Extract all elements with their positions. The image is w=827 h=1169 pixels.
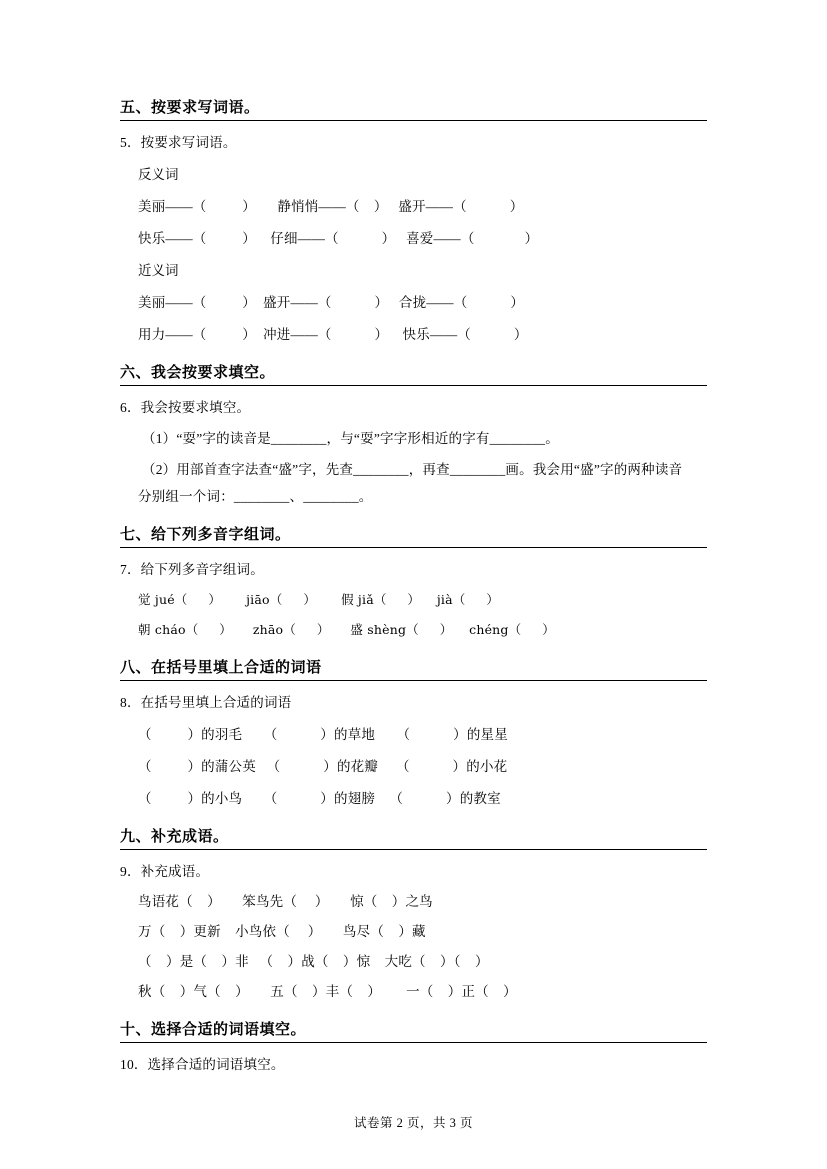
antonym-label: 反义词 — [138, 167, 179, 182]
question-number-10: 10．选择合适的词语填空。 — [120, 1057, 285, 1072]
idiom-row-2: 万（ ）更新 小鸟依（ ） 鸟尽（ ）藏 — [138, 924, 426, 939]
section-heading-5: 五、按要求写词语。 — [120, 96, 707, 121]
bracket-row-1: （ ）的羽毛 （ ）的草地 （ ）的星星 — [138, 727, 508, 742]
question-number-5: 5．按要求写词语。 — [120, 135, 237, 150]
page-footer: 试卷第 2 页，共 3 页 — [353, 1116, 473, 1130]
section-heading-7: 七、给下列多音字组词。 — [120, 523, 707, 548]
section-heading-6: 六、我会按要求填空。 — [120, 361, 707, 386]
antonym-row-1: 美丽——（ ） 静悄悄——（ ） 盛开——（ ） — [138, 199, 524, 214]
question-number-7: 7．给下列多音字组词。 — [120, 562, 264, 577]
idiom-row-3: （ ）是（ ）非 （ ）战（ ）惊 大吃（ ）（ ） — [138, 954, 489, 969]
idiom-row-1: 鸟语花（ ） 笨鸟先（ ） 惊（ ）之鸟 — [138, 894, 433, 909]
section-heading-10: 十、选择合适的词语填空。 — [120, 1018, 707, 1043]
fill-item-6-1: （1）“耍”字的读音是________，与“耍”字字形相近的字有________。 — [142, 431, 559, 446]
bracket-row-2: （ ）的蒲公英 （ ）的花瓣 （ ）的小花 — [138, 759, 508, 774]
section-heading-8: 八、在括号里填上合适的词语 — [120, 656, 707, 681]
fill-item-6-2-cont: 分别组一个词：________、________。 — [138, 489, 373, 504]
bracket-row-3: （ ）的小鸟 （ ）的翅膀 （ ）的教室 — [138, 791, 501, 806]
polyphone-row-2: 朝 cháo（ ） zhāo（ ） 盛 shèng（ ） chéng（ ） — [138, 622, 555, 637]
antonym-row-2: 快乐——（ ） 仔细——（ ） 喜爱——（ ） — [138, 231, 539, 246]
fill-item-6-2: （2）用部首查字法查“盛”字，先查________，再查________画。我会用“盛”字的两种读音 — [142, 462, 683, 477]
synonym-row-2: 用力——（ ） 冲进——（ ） 快乐——（ ） — [138, 327, 528, 342]
polyphone-row-1: 觉 jué（ ） jiāo（ ） 假 jiǎ（ ） jià（ ） — [138, 592, 500, 607]
question-number-8: 8．在括号里填上合适的词语 — [120, 695, 292, 710]
question-number-9: 9．补充成语。 — [120, 864, 210, 879]
synonym-label: 近义词 — [138, 263, 179, 278]
synonym-row-1: 美丽——（ ） 盛开——（ ） 合拢——（ ） — [138, 295, 525, 310]
question-number-6: 6．我会按要求填空。 — [120, 400, 251, 415]
section-heading-9: 九、补充成语。 — [120, 825, 707, 850]
idiom-row-4: 秋（ ）气（ ） 五（ ）丰（ ） 一（ ）正（ ） — [138, 984, 517, 999]
